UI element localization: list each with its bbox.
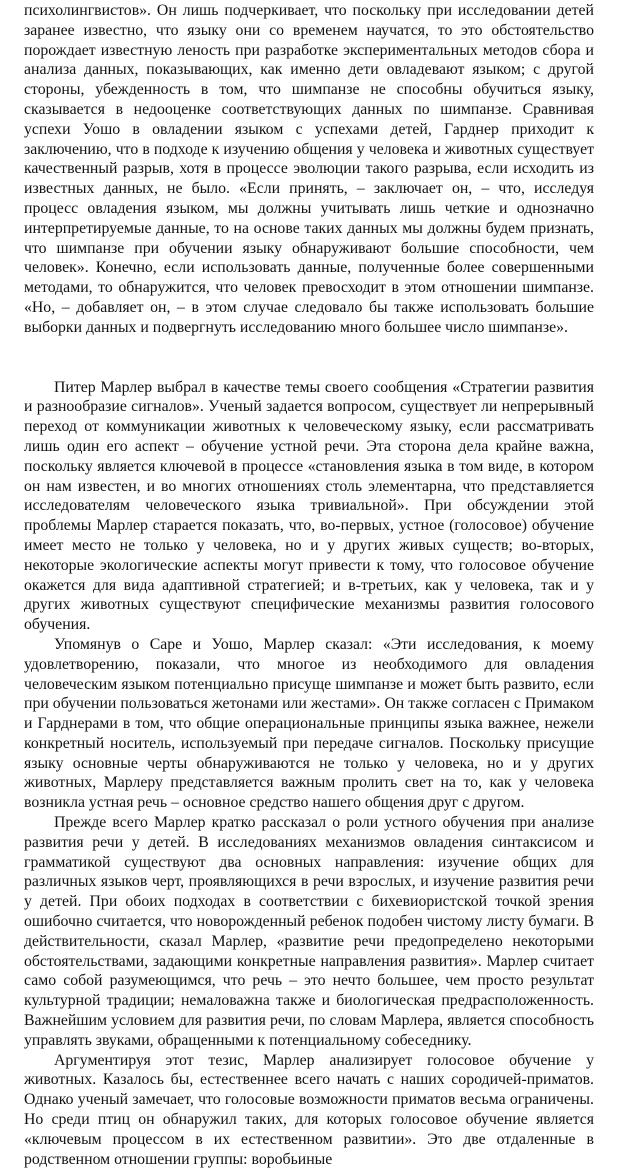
paragraph-3: Упомянув о Саре и Уошо, Марлер сказал: «Эти исследования, к моему удовлетворению, показали, что многое из необходимого для овладения человеческим языком потенциально присуще шимпанзе и может быть развито, если при обучении пользоваться жетонами или жестами». Он также согласен с Примаком и Гарднерами в том, что общие операциональные принципы языка важнее, нежели конкретный носитель, используемый при передаче сигналов. Поскольку присущие языку основные черты обнаруживаются не только у человека, но и у других животных, Марлеру представляется важным пролить свет на то, как у человека возникла устная речь – основное средство нашего общения друг с другом. — [24, 635, 594, 812]
paragraph-5: Аргументируя этот тезис, Марлер анализирует голосовое обучение у животных. Казалось бы, естественнее всего начать с наших сородичей-приматов. Однако ученый замечает, что голосовые возможности приматов весьма ограничены. Но среди птиц он обнаружил таких, для которых голосовое обучение является «ключевым процессом в их естественном развитии». Это две отдаленные в родственном отношении группы: воробьиные — [24, 1051, 594, 1168]
document-page — [24, 1, 594, 1169]
paragraph-gap — [24, 338, 594, 378]
paragraph-4: Прежде всего Марлер кратко рассказал о роли устного обучения при анализе развития речи у детей. В исследованиях механизмов овладения синтаксисом и грамматикой существуют два основных направления: изучение общих для различных языков черт, проявляющихся в речи взрослых, и изучение развития речи у детей. При обоих подходах в соответствии с бихевиористской точкой зрения ошибочно считается, что новорожденный ребенок подобен чистому листу бумаги. В действительности, сказал Марлер, «развитие речи предопределено некоторыми обстоятельствами, задающими конкретные направления развития». Марлер считает само собой разумеющимся, что речь – это нечто большее, чем просто результат культурной традиции; немаловажна также и биологическая предрасположенность. Важнейшим условием для развития речи, по словам Марлера, является способность управлять звуками, обращенными к потенциальному собеседнику. — [24, 814, 594, 1049]
paragraph-2: Питер Марлер выбрал в качестве темы своего сообщения «Стратегии развития и разнообразие сигналов». Ученый задается вопросом, существует ли непрерывный переход от коммуникации животных к человеческому языку, если рассматривать лишь один его аспект – обучение устной речи. Эта сторона дела крайне важна, поскольку является ключевой в процессе «становления языка в том виде, в котором он нам известен, и во многих отношениях столь элементарна, что представляется исследователям человеческого языка тривиальной». При обсуждении этой проблемы Марлер старается показать, что, во-первых, устное (голосовое) обучение имеет место не только у человека, но и у других живых существ; во-вторых, некоторые экологические аспекты могут привести к тому, что голосовое обучение окажется для вида адаптивной стратегией; и в-третьих, как у человека, так и у других животных существуют специфические механизмы развития голосового обучения. — [24, 378, 594, 634]
paragraph-1: психолингвистов». Он лишь подчеркивает, что поскольку при исследовании детей заранее известно, что языку они со временем научатся, то это обстоятельство порождает известную леность при разработке экспериментальных методов сбора и анализа данных, показывающих, как именно дети овладевают языком; с другой стороны, убежденность в том, что шимпанзе не способны обучиться языку, сказывается в недооценке соответствующих данных по шимпанзе. Сравнивая успехи Уошо в овладении языком с успехами детей, Гарднер приходит к заключению, что в подходе к изучению общения у человека и животных существует качественный разрыв, хотя в процессе эволюции такого разрыва, если исходить из известных данных, не было. «Если принять, – заключает он, – что, исследуя процесс овладения языком, мы должны учитывать лишь четкие и однозначно интерпретируемые данные, то на основе таких данных мы должны будем признать, что шимпанзе при обучении языку обнаруживают большие способности, чем человек». Конечно, если использовать данные, полученные более совершенными методами, то обнаружится, что человек превосходит в этом отношении шимпанзе. «Но, – добавляет он, – в этом случае следовало бы также использовать большие выборки данных и подвергнуть исследованию много большее число шимпанзе». — [24, 2, 594, 336]
